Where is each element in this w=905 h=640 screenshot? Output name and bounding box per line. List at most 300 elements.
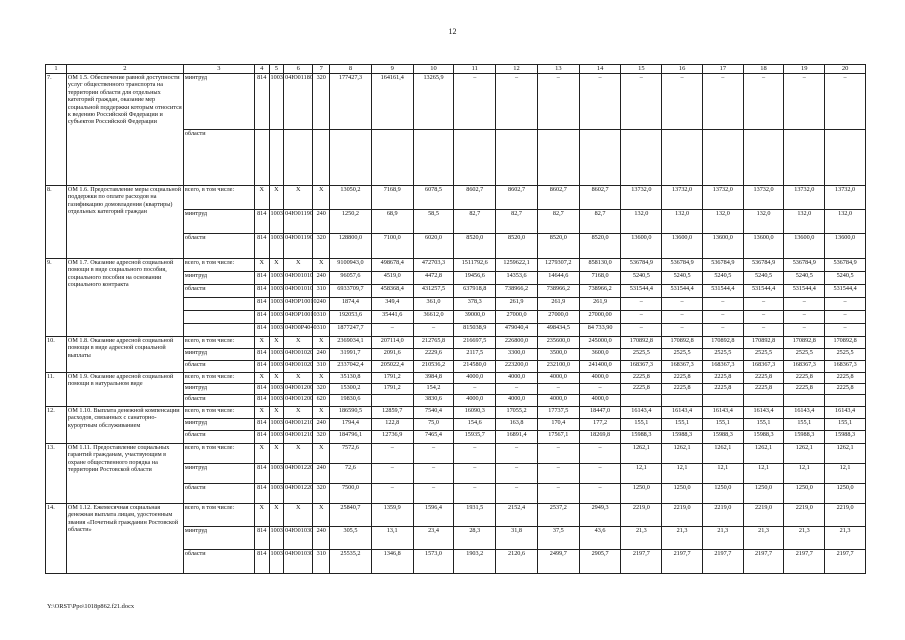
value-cell: 531544,4 (743, 285, 784, 298)
value-cell: 531544,4 (825, 285, 866, 298)
value-cell: 192053,6 (330, 311, 372, 324)
value-cell: 2197,7 (662, 550, 703, 574)
value-cell (579, 130, 621, 186)
code-cell: X (313, 259, 330, 272)
value-cell (825, 130, 866, 186)
value-cell: 12,1 (784, 464, 825, 484)
value-cell: 168367,3 (662, 361, 703, 373)
value-cell: 472703,3 (413, 259, 454, 272)
value-cell: 8520,0 (496, 234, 538, 259)
executor-cell: всего, в том числе: (183, 373, 254, 384)
value-cell: 1250,0 (702, 484, 743, 504)
row-number: 14. (46, 504, 67, 574)
code-cell: 814 (254, 311, 269, 324)
value-cell: 170892,8 (702, 337, 743, 349)
value-cell: 8520,0 (579, 234, 621, 259)
value-cell: 12,1 (662, 464, 703, 484)
value-cell: – (743, 74, 784, 130)
code-cell: 1003 (269, 349, 284, 361)
value-cell: 378,3 (454, 298, 496, 311)
value-cell: 2337042,4 (330, 361, 372, 373)
measure-name: ОМ 1.12. Ежемесячная социальная денежная выплата лицам, удостоенным звания «Почетный гражданин Ростовской области» (66, 504, 183, 574)
value-cell: – (579, 384, 621, 395)
value-cell: 235600,0 (537, 337, 579, 349)
value-cell: – (537, 384, 579, 395)
value-cell: 536784,9 (662, 259, 703, 272)
value-cell: – (454, 464, 496, 484)
value-cell: 361,0 (413, 298, 454, 311)
code-cell: 814 (254, 464, 269, 484)
value-cell: – (579, 464, 621, 484)
value-cell: – (454, 484, 496, 504)
value-cell: 170892,8 (784, 337, 825, 349)
value-cell: – (579, 74, 621, 130)
value-cell: 4000,0 (579, 373, 621, 384)
value-cell (621, 395, 662, 407)
value-cell: 170,4 (537, 419, 579, 431)
code-cell: 04Ю01010 (284, 272, 313, 285)
value-cell: 7168,9 (371, 186, 413, 210)
code-cell: 1003 (269, 234, 284, 259)
value-cell: 12,1 (825, 464, 866, 484)
value-cell (743, 395, 784, 407)
value-cell: 164161,4 (371, 74, 413, 130)
value-cell: 226800,0 (496, 337, 538, 349)
executor-cell (183, 311, 254, 324)
code-cell: X (313, 373, 330, 384)
code-cell: X (254, 504, 269, 527)
row-number: 11. (46, 373, 67, 407)
value-cell: 4000,0 (454, 373, 496, 384)
value-cell: – (825, 324, 866, 337)
code-cell: 04Ю01210 (284, 431, 313, 444)
value-cell: 1250,2 (330, 210, 372, 234)
executor-cell: минтруд (183, 464, 254, 484)
table-row (46, 259, 866, 272)
code-cell: 1003 (269, 210, 284, 234)
value-cell: 17737,5 (537, 407, 579, 419)
code-cell: 1003 (269, 484, 284, 504)
value-cell: 21,3 (825, 527, 866, 550)
value-cell: – (496, 74, 538, 130)
value-cell: 498434,5 (537, 324, 579, 337)
value-cell: 2369034,1 (330, 337, 372, 349)
value-cell: – (537, 464, 579, 484)
measure-name: ОМ 1.7. Оказание адресной социальной помощи в виде социального пособия, социального пособия на основании социального контракта (66, 259, 183, 337)
value-cell: 536784,9 (743, 259, 784, 272)
value-cell: 154,2 (413, 384, 454, 395)
code-cell: 1003 (269, 419, 284, 431)
value-cell: 531544,4 (662, 285, 703, 298)
code-cell: 1003 (269, 272, 284, 285)
value-cell: – (537, 484, 579, 504)
value-cell (825, 395, 866, 407)
value-cell: 1359,9 (371, 504, 413, 527)
value-cell: 738966,2 (537, 285, 579, 298)
value-cell: 637918,8 (454, 285, 496, 298)
value-cell: 28,3 (454, 527, 496, 550)
value-cell: 21,3 (621, 527, 662, 550)
value-cell: 2225,8 (825, 373, 866, 384)
executor-cell: области (183, 550, 254, 574)
value-cell: 2225,8 (621, 384, 662, 395)
value-cell: 155,1 (743, 419, 784, 431)
code-cell: X (313, 407, 330, 419)
value-cell: 212765,8 (413, 337, 454, 349)
value-cell: 815038,9 (454, 324, 496, 337)
value-cell: 1874,4 (330, 298, 372, 311)
value-cell: 177,2 (579, 419, 621, 431)
footer-file-path: Y:\ORST\Ppo\1018p862.f21.docx (47, 603, 135, 610)
code-cell: 814 (254, 384, 269, 395)
value-cell: 177427,3 (330, 74, 372, 130)
code-cell: X (284, 444, 313, 464)
value-cell (621, 130, 662, 186)
value-cell: 155,1 (784, 419, 825, 431)
table-row (46, 74, 866, 130)
value-cell: 132,0 (743, 210, 784, 234)
value-cell: 58,5 (413, 210, 454, 234)
value-cell: – (784, 298, 825, 311)
executor-cell (183, 324, 254, 337)
value-cell: 170892,8 (743, 337, 784, 349)
page-number: 12 (448, 27, 457, 36)
value-cell: 214580,0 (454, 361, 496, 373)
value-cell: 245000,0 (579, 337, 621, 349)
code-cell (269, 130, 284, 186)
value-cell: 4519,0 (371, 272, 413, 285)
header-cell: 9 (371, 65, 413, 74)
code-cell: 04Ю01210 (284, 419, 313, 431)
code-cell: 814 (254, 272, 269, 285)
value-cell: – (621, 74, 662, 130)
table-row (46, 407, 866, 419)
value-cell: – (496, 484, 538, 504)
value-cell: 5240,5 (702, 272, 743, 285)
code-cell: 814 (254, 349, 269, 361)
value-cell (496, 130, 538, 186)
value-cell: 18447,0 (579, 407, 621, 419)
value-cell: 72,6 (330, 464, 372, 484)
code-cell (284, 130, 313, 186)
value-cell: 8520,0 (537, 234, 579, 259)
value-cell: 2117,5 (454, 349, 496, 361)
value-cell: 2219,0 (702, 504, 743, 527)
code-cell: 240 (313, 272, 330, 285)
value-cell: 2152,4 (496, 504, 538, 527)
value-cell (702, 130, 743, 186)
code-cell: 814 (254, 527, 269, 550)
value-cell: 13600,0 (621, 234, 662, 259)
value-cell: 82,7 (454, 210, 496, 234)
value-cell: 15988,3 (743, 431, 784, 444)
value-cell: – (784, 74, 825, 130)
value-cell: 7500,0 (330, 484, 372, 504)
value-cell: 1262,1 (621, 444, 662, 464)
table-row (46, 444, 866, 464)
executor-cell: минтруд (183, 210, 254, 234)
value-cell: 7168,0 (579, 272, 621, 285)
value-cell: 75,0 (413, 419, 454, 431)
value-cell (371, 130, 413, 186)
value-cell: 8602,7 (579, 186, 621, 210)
value-cell: 458368,4 (371, 285, 413, 298)
header-cell: 13 (537, 65, 579, 74)
value-cell: 8602,7 (454, 186, 496, 210)
value-cell: 13732,0 (784, 186, 825, 210)
value-cell: – (621, 324, 662, 337)
value-cell: 82,7 (496, 210, 538, 234)
value-cell: 168367,3 (702, 361, 743, 373)
value-cell: 16090,3 (454, 407, 496, 419)
value-cell: 261,9 (537, 298, 579, 311)
code-cell: 814 (254, 324, 269, 337)
value-cell: 2197,7 (784, 550, 825, 574)
code-cell: 240 (313, 210, 330, 234)
value-cell: 84 733,90 (579, 324, 621, 337)
value-cell: 25535,2 (330, 550, 372, 574)
code-cell: X (284, 407, 313, 419)
value-cell: – (454, 444, 496, 464)
value-cell: – (371, 324, 413, 337)
value-cell: 1250,0 (784, 484, 825, 504)
value-cell: 186590,5 (330, 407, 372, 419)
executor-cell: всего, в том числе: (183, 504, 254, 527)
code-cell: 814 (254, 74, 269, 130)
code-cell: 04Ю01220 (284, 464, 313, 484)
code-cell: 1003 (269, 384, 284, 395)
value-cell: – (496, 444, 538, 464)
code-cell: 04Ю01020 (284, 349, 313, 361)
value-cell: 31991,7 (330, 349, 372, 361)
value-cell: 35441,6 (371, 311, 413, 324)
code-cell: 814 (254, 234, 269, 259)
value-cell: 15988,3 (621, 431, 662, 444)
executor-cell: области (183, 361, 254, 373)
value-cell: 531544,4 (784, 285, 825, 298)
code-cell: 1003 (269, 550, 284, 574)
value-cell: 3300,0 (496, 349, 538, 361)
value-cell: 2949,3 (579, 504, 621, 527)
value-cell: 155,1 (621, 419, 662, 431)
value-cell: 7540,4 (413, 407, 454, 419)
value-cell: – (496, 464, 538, 484)
executor-cell (183, 298, 254, 311)
code-cell: X (284, 337, 313, 349)
code-cell: 814 (254, 361, 269, 373)
value-cell: – (825, 74, 866, 130)
value-cell: – (784, 311, 825, 324)
value-cell: – (413, 484, 454, 504)
value-cell: 13265,9 (413, 74, 454, 130)
value-cell: 536784,9 (784, 259, 825, 272)
value-cell: – (537, 74, 579, 130)
value-cell: 1250,0 (825, 484, 866, 504)
value-cell: 1262,1 (702, 444, 743, 464)
executor-cell: всего, в том числе: (183, 186, 254, 210)
value-cell: – (621, 311, 662, 324)
value-cell: 122,8 (371, 419, 413, 431)
value-cell: 132,0 (784, 210, 825, 234)
value-cell: 13732,0 (702, 186, 743, 210)
value-cell: 21,3 (662, 527, 703, 550)
code-cell: X (284, 259, 313, 272)
executor-cell: минтруд (183, 349, 254, 361)
value-cell: 13,1 (371, 527, 413, 550)
row-number: 13. (46, 444, 67, 504)
value-cell: 21,3 (743, 527, 784, 550)
value-cell: 14644,6 (537, 272, 579, 285)
value-cell: – (662, 298, 703, 311)
value-cell: 15988,3 (784, 431, 825, 444)
value-cell: – (413, 464, 454, 484)
code-cell: 620 (313, 395, 330, 407)
value-cell: – (662, 311, 703, 324)
value-cell: 1250,0 (662, 484, 703, 504)
value-cell: 27000,0 (496, 311, 538, 324)
code-cell: 814 (254, 395, 269, 407)
value-cell: 168367,3 (621, 361, 662, 373)
code-cell: X (269, 407, 284, 419)
value-cell: 2219,0 (621, 504, 662, 527)
value-cell: 1931,5 (454, 504, 496, 527)
value-cell: 170892,8 (621, 337, 662, 349)
row-number: 8. (46, 186, 67, 259)
value-cell: 207114,0 (371, 337, 413, 349)
code-cell: X (313, 444, 330, 464)
header-cell: 14 (579, 65, 621, 74)
value-cell: – (825, 311, 866, 324)
value-cell: – (371, 464, 413, 484)
value-cell: 305,5 (330, 527, 372, 550)
value-cell: 1573,0 (413, 550, 454, 574)
value-cell: 1511792,6 (454, 259, 496, 272)
code-cell: 04Ю01200 (284, 395, 313, 407)
executor-cell: области (183, 484, 254, 504)
value-cell: – (537, 444, 579, 464)
value-cell (413, 130, 454, 186)
value-cell: 2219,0 (662, 504, 703, 527)
value-cell: 5240,5 (743, 272, 784, 285)
value-cell: – (496, 384, 538, 395)
value-cell: 479040,4 (496, 324, 538, 337)
measure-name: ОМ 1.11. Предоставление социальных гарантий гражданам, участвующим в охране общественного порядка на территории Ростовской области (66, 444, 183, 504)
code-cell: X (284, 186, 313, 210)
value-cell (371, 395, 413, 407)
value-cell (702, 395, 743, 407)
value-cell: 43,6 (579, 527, 621, 550)
executor-cell: всего, в том числе: (183, 259, 254, 272)
value-cell: 1262,1 (825, 444, 866, 464)
code-cell: X (269, 444, 284, 464)
code-cell: 814 (254, 285, 269, 298)
value-cell: 205022,4 (371, 361, 413, 373)
code-cell: X (269, 186, 284, 210)
code-cell: 240 (313, 349, 330, 361)
value-cell: 12736,9 (371, 431, 413, 444)
value-cell: 241400,0 (579, 361, 621, 373)
row-number: 12. (46, 407, 67, 444)
row-number: 9. (46, 259, 67, 337)
value-cell: 36612,0 (413, 311, 454, 324)
value-cell: 17055,2 (496, 407, 538, 419)
value-cell: 1791,2 (371, 384, 413, 395)
value-cell: 4000,0 (579, 395, 621, 407)
value-cell: 12,1 (743, 464, 784, 484)
value-cell: 16143,4 (662, 407, 703, 419)
value-cell: 498678,4 (371, 259, 413, 272)
code-cell: 1003 (269, 527, 284, 550)
executor-cell: минтруд (183, 272, 254, 285)
value-cell: 2091,6 (371, 349, 413, 361)
value-cell: – (662, 324, 703, 337)
executor-cell: всего, в том числе: (183, 444, 254, 464)
value-cell: – (579, 444, 621, 464)
executor-cell: области (183, 431, 254, 444)
value-cell: 37,5 (537, 527, 579, 550)
value-cell: 223200,0 (496, 361, 538, 373)
value-cell: 27000,00 (579, 311, 621, 324)
code-cell: 310 (313, 550, 330, 574)
table-row (46, 337, 866, 349)
code-cell: 04Ю01030 (284, 527, 313, 550)
measure-name: ОМ 1.6. Предоставление меры социальной поддержки по оплате расходов на газификацию домовладения (квартиры) отдельных категорий граждан (66, 186, 183, 259)
value-cell: 128800,0 (330, 234, 372, 259)
value-cell: 3500,0 (537, 349, 579, 361)
header-cell: 19 (784, 65, 825, 74)
value-cell: 17567,1 (537, 431, 579, 444)
value-cell (454, 130, 496, 186)
value-cell: 531544,4 (621, 285, 662, 298)
value-cell: 13600,0 (825, 234, 866, 259)
value-cell: – (621, 298, 662, 311)
executor-cell: области (183, 395, 254, 407)
value-cell: 132,0 (621, 210, 662, 234)
value-cell: – (702, 74, 743, 130)
executor-cell: минтруд (183, 419, 254, 431)
value-cell: 1262,1 (743, 444, 784, 464)
value-cell: 35130,8 (330, 373, 372, 384)
value-cell: 858130,0 (579, 259, 621, 272)
value-cell: 1794,4 (330, 419, 372, 431)
code-cell: 04Ю01190 (284, 210, 313, 234)
code-cell: 04Ю0Р4040 (284, 324, 313, 337)
value-cell: 96057,6 (330, 272, 372, 285)
code-cell: 1003 (269, 298, 284, 311)
value-cell: 2120,6 (496, 550, 538, 574)
code-cell: 1003 (269, 361, 284, 373)
value-cell (662, 130, 703, 186)
value-cell: – (825, 298, 866, 311)
value-cell: 2525,5 (825, 349, 866, 361)
value-cell: 1250,0 (621, 484, 662, 504)
value-cell: 13732,0 (662, 186, 703, 210)
value-cell: – (413, 444, 454, 464)
value-cell: 15935,7 (454, 431, 496, 444)
code-cell: 320 (313, 431, 330, 444)
code-cell (254, 130, 269, 186)
value-cell: 19456,6 (454, 272, 496, 285)
value-cell: 16143,4 (784, 407, 825, 419)
value-cell: 13600,0 (702, 234, 743, 259)
value-cell: 2225,8 (702, 384, 743, 395)
header-cell: 8 (330, 65, 372, 74)
executor-cell: области (183, 234, 254, 259)
code-cell: X (254, 407, 269, 419)
value-cell: 82,7 (579, 210, 621, 234)
code-cell: 310 (313, 324, 330, 337)
code-cell: X (254, 259, 269, 272)
